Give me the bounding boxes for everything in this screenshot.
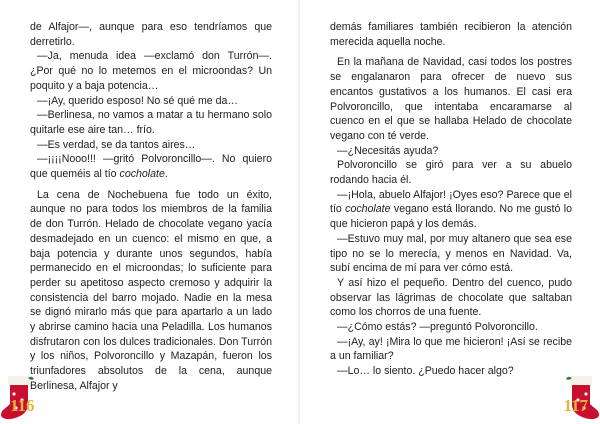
italic-word: cocholate [345, 203, 391, 216]
page-number: 116 [10, 396, 35, 415]
paragraph: —Berlinesa, no vamos a matar a tu hermano solo quitarle ese aire tan… frío. [30, 109, 272, 136]
paragraph: de Alfajor—, aunque para eso tendríamos que derretirlo. [30, 21, 272, 48]
paragraph-tail: . [164, 168, 168, 181]
paragraph-with-italic [30, 152, 272, 181]
paragraph: demás familiares también recibieron la atención merecida aquella noche. [330, 21, 572, 48]
paragraph: —¿Cómo estás? —preguntó Polvoroncillo. [337, 321, 538, 334]
paragraph-text: —¡Hola, abuelo Alfajor! ¡Oyes eso? Parece que el tío [330, 188, 572, 216]
paragraph-text: —¡¡¡¡Nooo!!! —gritó Polvoroncillo—. No quiero que queméis al tío [30, 153, 272, 181]
paragraph: —Lo… lo siento. ¿Puedo hacer algo? [337, 365, 514, 378]
paragraph: —Es verdad, se da tantos aires… [37, 138, 196, 151]
page-number: 117 [563, 396, 588, 415]
paragraph: Polvoroncillo se giró para ver a su abuelo rodando hacia él. [330, 159, 572, 187]
paragraph: —¿Necesitás ayuda? [337, 144, 439, 157]
paragraph: —¡Ay, querido esposo! No sé qué me da… [37, 94, 238, 107]
paragraph: —Estuvo muy mal, por muy altanero que sea ese tipo no se lo merecía, y menos en Navidad. Va, subí encima de mí para ver cómo está. [330, 232, 572, 275]
paragraph: En la mañana de Navidad, casi todos los postres se engalanaron para ofrecer de nuevo sus encantos gustativos a los humanos. El casi era Polvoroncillo, que intentaba encaramarse al cuenco en el que se hallaba Helado de chocolate vegano con té verde. [330, 56, 572, 142]
paragraph-tail: vegano está llorando. No me gustó lo que hicieron papá y los demás. [330, 203, 572, 231]
paragraph: Y así hizo el pequeño. Dentro del cuenco, pudo observar las lágrimas de chocolate que saltaban como los chorros de una fuente. [330, 276, 572, 319]
left-page-text [30, 20, 272, 394]
right-page [300, 0, 600, 424]
paragraph-with-italic [330, 188, 572, 232]
italic-word: cocholate [119, 168, 165, 181]
paragraph: —Ja, menuda idea —exclamó don Turrón—. ¿Por qué no lo metemos en el microondas? Un poquito y a baja potencia… [30, 50, 272, 92]
paragraph: —¡Ay, ay! ¡Mira lo que me hicieron! ¡Así se recibe a un familiar? [330, 335, 572, 363]
right-page-text [330, 20, 572, 379]
paragraph: La cena de Nochebuena fue todo un éxito, aunque no para todos los miembros de la familia de don Turrón. Helado de chocolate vegano yacía desmadejado en un cuenco: el mismo en que, a baja potencia y durante unos segundos, había permanecido en el microondas; lo suficiente para perder su apetitoso aspecto cremoso y adquirir la consistencia del barro mojado. Nadie en la mesa se dignó mirarlo más que para apartarlo a un lado y abrirse camino hacia una Peladilla. Los humanos disfrutaron con los dulces tradicionales. Don Turrón y los niños, Polvoroncillo y Mazapán, fueron los triunfadores absolutos de la cena, aunque Berlinesa, Alfajor y [30, 188, 272, 392]
